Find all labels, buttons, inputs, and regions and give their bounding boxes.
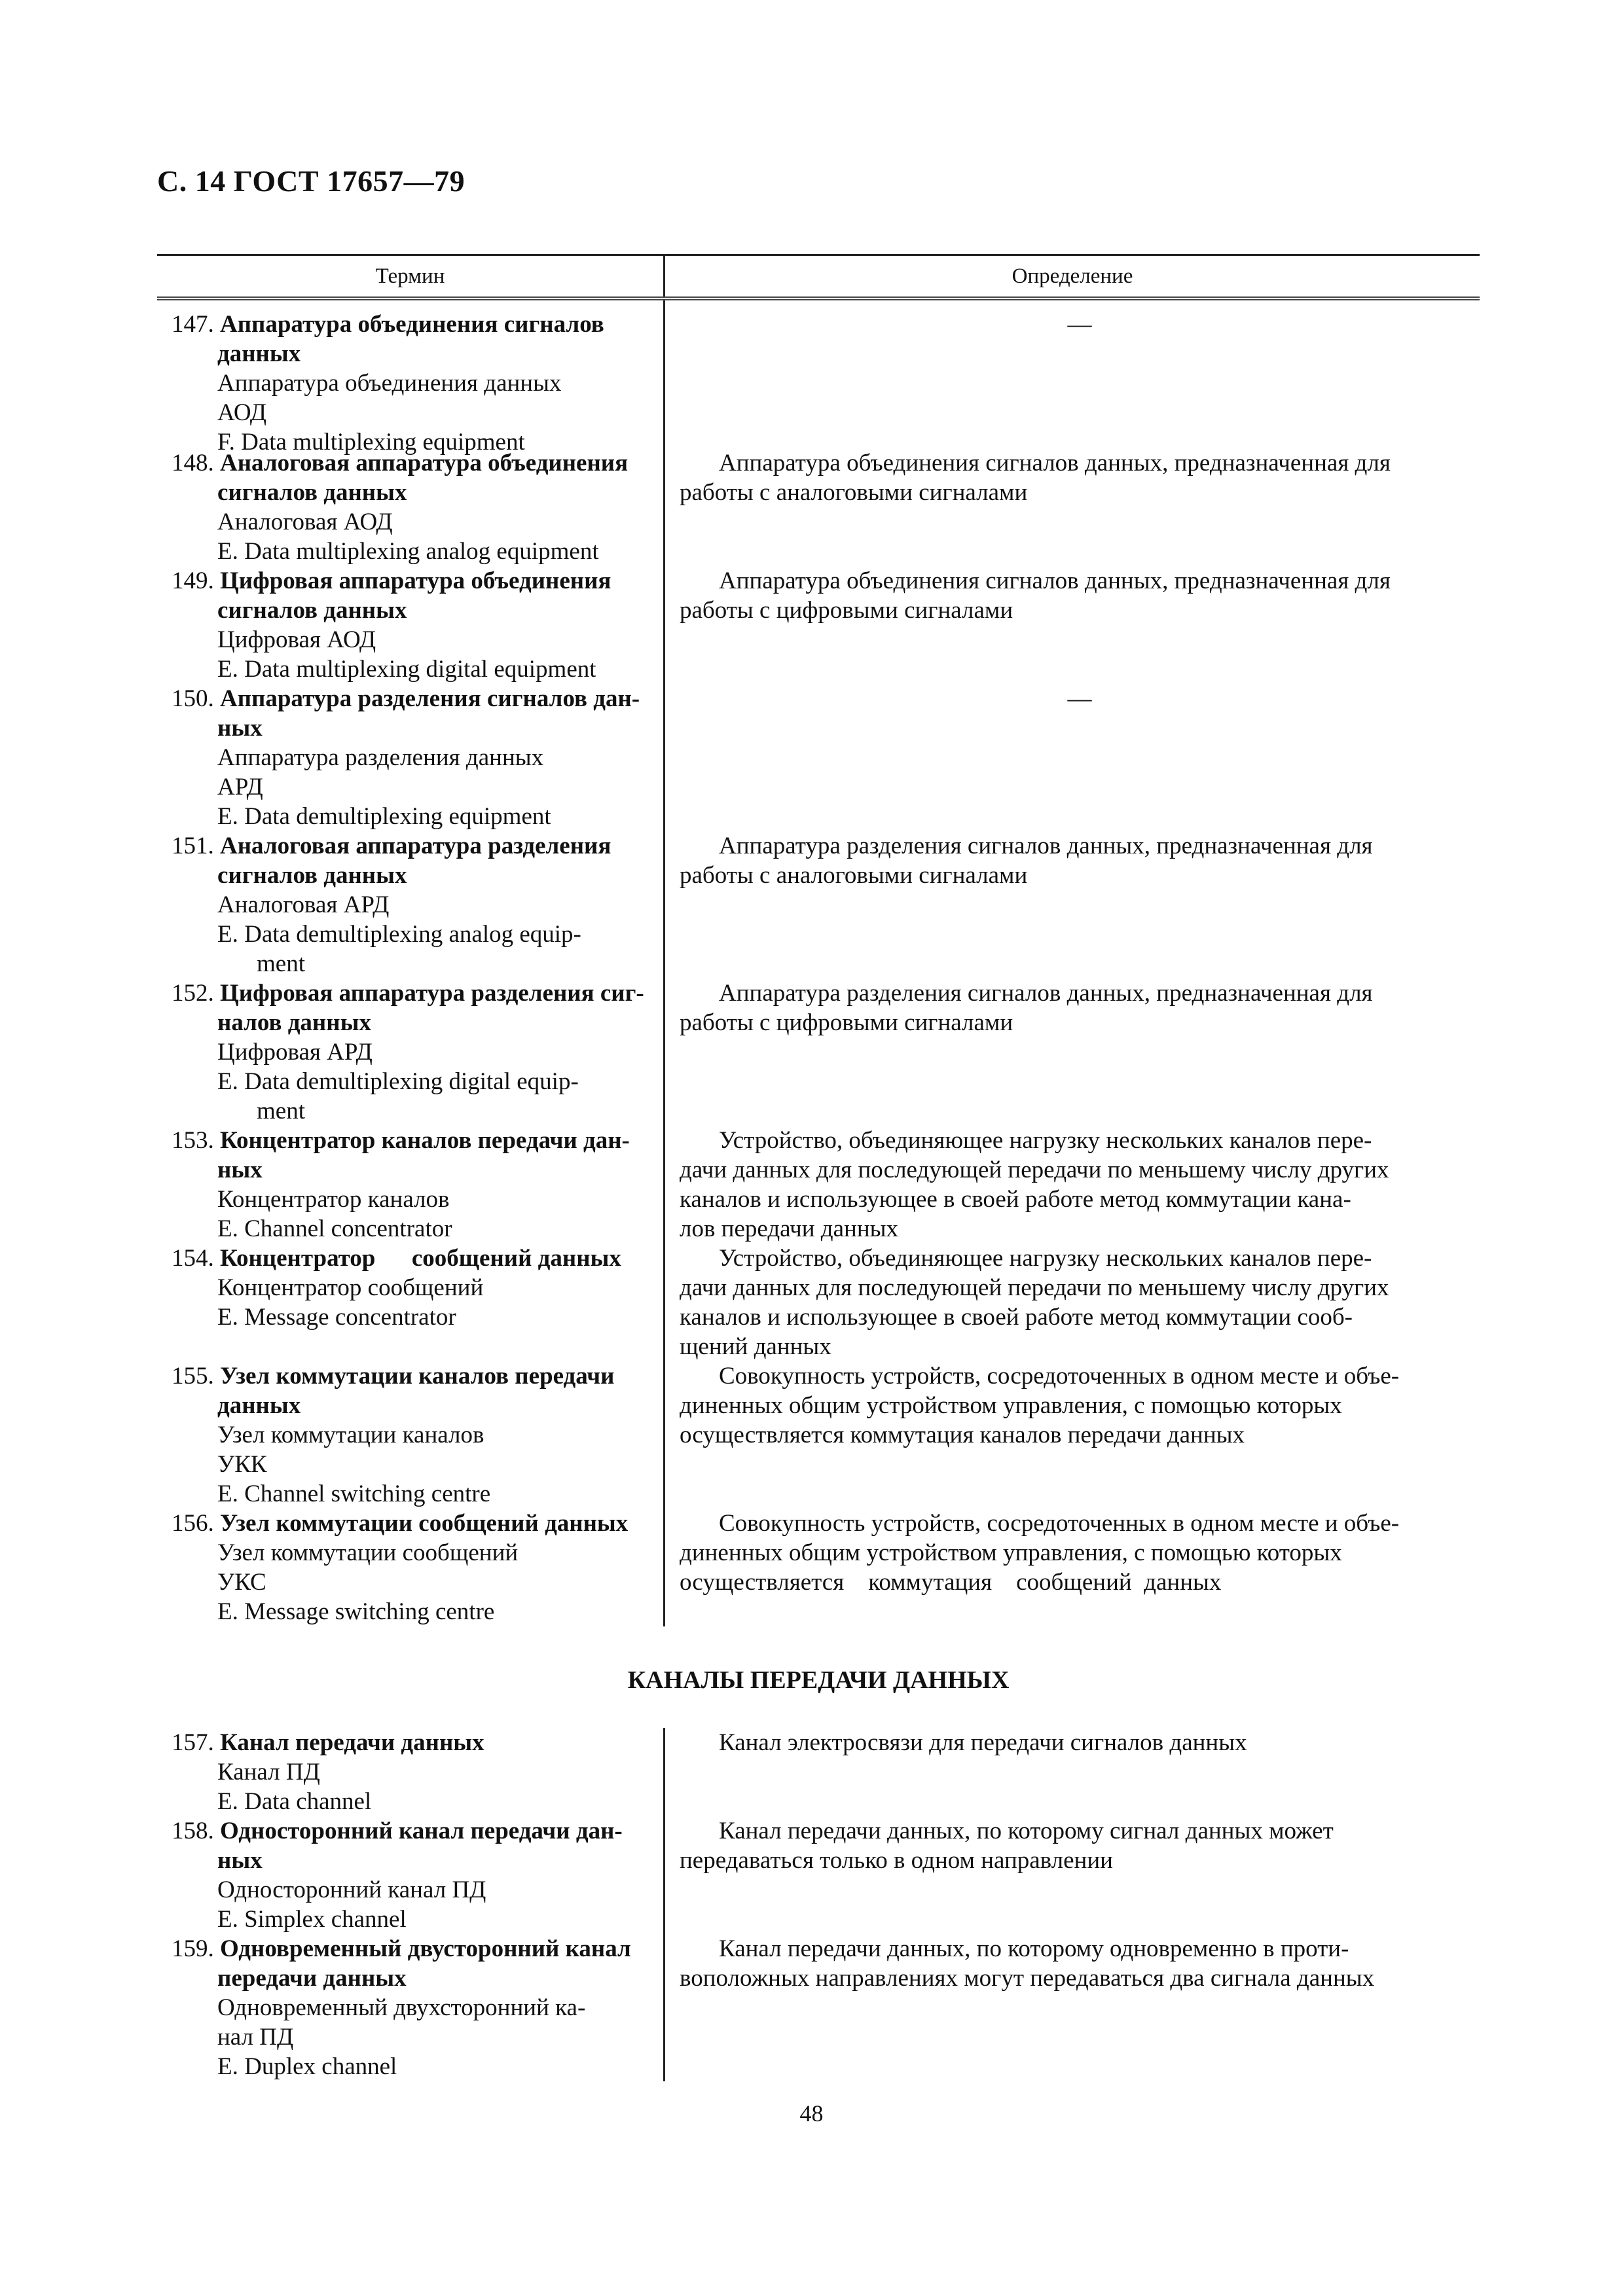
term-synonym: Односторонний канал ПД xyxy=(217,1876,486,1903)
term-foreign-cont: ment xyxy=(257,950,305,977)
term-name: Узел коммутации сообщений данных xyxy=(220,1510,629,1537)
term-synonym: Аналоговая АРД xyxy=(217,891,390,918)
table-row xyxy=(157,300,1480,456)
term-number: 150. xyxy=(172,685,214,712)
definition-text: Аппаратура объединения сигналов данных, предназначенная для xyxy=(719,567,1391,594)
definition-cell xyxy=(665,1934,1480,2081)
table-row xyxy=(157,1728,1480,1816)
definition-cell xyxy=(665,566,1480,684)
definition-dash: — xyxy=(1067,311,1092,338)
definition-text: Совокупность устройств, сосредоточенных в одном месте и объе- xyxy=(719,1510,1400,1537)
term-name-cont: передачи данных xyxy=(217,1965,407,1992)
definition-cell xyxy=(665,1244,1480,1361)
term-name-cont: ных xyxy=(217,1157,263,1183)
definition-cell xyxy=(665,1816,1480,1934)
term-number: 156. xyxy=(172,1510,214,1537)
term-number: 157. xyxy=(172,1729,214,1756)
definition-cell xyxy=(665,1361,1480,1509)
term-number: 153. xyxy=(172,1127,214,1154)
term-abbreviation: АОД xyxy=(217,399,266,426)
term-foreign: E. Channel concentrator xyxy=(217,1215,452,1242)
term-cell xyxy=(157,1934,665,2081)
term-name: Канал передачи данных xyxy=(220,1729,484,1756)
definition-text: Канал передачи данных, по которому одновременно в проти- xyxy=(719,1935,1349,1962)
terms-table-channels xyxy=(157,1728,1480,2081)
table-header xyxy=(157,254,1480,300)
definition-text: Канал передачи данных, по которому сигнал данных может xyxy=(719,1818,1334,1844)
definition-text: каналов и использующее в своей работе метод коммутации кана- xyxy=(680,1186,1351,1213)
term-synonym: Цифровая АРД xyxy=(217,1039,373,1066)
term-foreign: E. Data multiplexing analog equipment xyxy=(217,538,599,565)
term-name: Односторонний канал передачи дан- xyxy=(220,1818,623,1844)
term-cell xyxy=(157,1126,665,1244)
term-name: Цифровая аппаратура разделения сиг- xyxy=(220,980,644,1007)
term-foreign: E. Data demultiplexing analog equip- xyxy=(217,921,581,948)
term-cell xyxy=(157,684,665,831)
term-name: Аппаратура разделения сигналов дан- xyxy=(220,685,640,712)
term-cell xyxy=(157,1728,665,1816)
definition-text: Совокупность устройств, сосредоточенных в одном месте и объе- xyxy=(719,1363,1400,1390)
table-row xyxy=(157,1244,1480,1361)
definition-cell xyxy=(665,978,1480,1126)
term-foreign: E. Message concentrator xyxy=(217,1304,456,1331)
term-name: Узел коммутации каналов передачи xyxy=(220,1363,615,1390)
definition-cell xyxy=(665,1126,1480,1244)
term-name: Цифровая аппаратура объединения xyxy=(220,567,611,594)
term-abbreviation: УКС xyxy=(217,1569,266,1596)
term-cell xyxy=(157,566,665,684)
table-row xyxy=(157,1361,1480,1509)
term-name-cont: сигналов данных xyxy=(217,597,407,624)
term-number: 154. xyxy=(172,1245,214,1272)
definition-text: воположных направлениях могут передаваться два сигнала данных xyxy=(680,1965,1375,1992)
term-name-cont: сигналов данных xyxy=(217,862,407,889)
term-number: 158. xyxy=(172,1818,214,1844)
term-synonym: Аппаратура объединения данных xyxy=(217,370,562,397)
definition-text: щений данных xyxy=(680,1333,831,1360)
term-name: Аналоговая аппаратура разделения xyxy=(220,833,611,859)
term-foreign: E. Channel switching centre xyxy=(217,1480,491,1507)
term-foreign: E. Data channel xyxy=(217,1788,372,1815)
definition-cell xyxy=(665,448,1480,566)
table-row xyxy=(157,831,1480,978)
table-row xyxy=(157,978,1480,1126)
term-name: Концентратор каналов передачи дан- xyxy=(220,1127,630,1154)
term-name-cont: налов данных xyxy=(217,1009,371,1036)
term-foreign: E. Data multiplexing digital equipment xyxy=(217,656,596,683)
definition-text: Аппаратура разделения сигналов данных, предназначенная для xyxy=(719,980,1373,1007)
term-name: Аппаратура объединения сигналов xyxy=(220,311,604,338)
term-foreign: F. Data multiplexing equipment xyxy=(217,429,525,456)
term-name-cont: ных xyxy=(217,715,263,742)
term-cell xyxy=(157,1509,665,1626)
term-synonym-cont: нал ПД xyxy=(217,2024,294,2051)
term-number: 149. xyxy=(172,567,214,594)
term-name-cont: данных xyxy=(217,340,301,367)
definition-text: дачи данных для последующей передачи по меньшему числу других xyxy=(680,1274,1389,1301)
definition-text: осуществляется коммутация сообщений данных xyxy=(680,1569,1222,1596)
term-cell xyxy=(157,1816,665,1934)
term-synonym: Концентратор сообщений xyxy=(217,1274,484,1301)
table-row xyxy=(157,1934,1480,2081)
term-number: 159. xyxy=(172,1935,214,1962)
definition-text: дачи данных для последующей передачи по меньшему числу других xyxy=(680,1157,1389,1183)
term-synonym: Аналоговая АОД xyxy=(217,509,393,535)
definition-cell xyxy=(665,684,1480,831)
definition-text: Аппаратура объединения сигналов данных, предназначенная для xyxy=(719,450,1391,476)
table-row xyxy=(157,1509,1480,1626)
definition-text: осуществляется коммутация каналов передачи данных xyxy=(680,1422,1245,1448)
definition-text: работы с цифровыми сигналами xyxy=(680,1009,1013,1036)
definition-cell xyxy=(665,1509,1480,1626)
definition-text: Аппаратура разделения сигналов данных, предназначенная для xyxy=(719,833,1373,859)
term-foreign: E. Data demultiplexing equipment xyxy=(217,803,551,830)
term-cell xyxy=(157,1361,665,1509)
definition-text: работы с цифровыми сигналами xyxy=(680,597,1013,624)
table-row xyxy=(157,566,1480,684)
term-synonym: Канал ПД xyxy=(217,1759,320,1785)
term-foreign: E. Message switching centre xyxy=(217,1598,495,1625)
definition-text: работы с аналоговыми сигналами xyxy=(680,479,1028,506)
definition-text: каналов и использующее в своей работе метод коммутации сооб- xyxy=(680,1304,1353,1331)
definition-text: диненных общим устройством управления, с помощью которых xyxy=(680,1539,1342,1566)
table-row xyxy=(157,1126,1480,1244)
page-number: 48 xyxy=(799,2100,824,2126)
term-foreign: E. Data demultiplexing digital equip- xyxy=(217,1068,579,1095)
definition-text: Устройство, объединяющее нагрузку нескольких каналов пере- xyxy=(719,1245,1372,1272)
definition-cell xyxy=(665,1728,1480,1816)
term-synonym: Концентратор каналов xyxy=(217,1186,450,1213)
term-name-cont: ных xyxy=(217,1847,263,1874)
term-cell xyxy=(157,1244,665,1361)
term-cell xyxy=(157,978,665,1126)
term-number: 155. xyxy=(172,1363,214,1390)
term-name: Одновременный двусторонний канал xyxy=(220,1935,631,1962)
definition-text: Устройство, объединяющее нагрузку нескольких каналов пере- xyxy=(719,1127,1372,1154)
term-synonym: Узел коммутации каналов xyxy=(217,1422,484,1448)
term-foreign: E. Duplex channel xyxy=(217,2053,397,2080)
definition-text: лов передачи данных xyxy=(680,1215,898,1242)
table-row xyxy=(157,684,1480,831)
term-cell xyxy=(157,448,665,566)
column-header-term: Термин xyxy=(157,256,665,296)
definition-text: работы с аналоговыми сигналами xyxy=(680,862,1028,889)
table-row xyxy=(157,1816,1480,1934)
section-title: КАНАЛЫ ПЕРЕДАЧИ ДАННЫХ xyxy=(627,1666,1010,1694)
term-number: 152. xyxy=(172,980,214,1007)
definition-cell xyxy=(665,300,1480,448)
term-name-cont: данных xyxy=(217,1392,301,1419)
term-number: 148. xyxy=(172,450,214,476)
term-foreign-cont: ment xyxy=(257,1098,305,1124)
terms-table xyxy=(157,254,1480,1626)
definition-text: Канал электросвязи для передачи сигналов данных xyxy=(719,1729,1247,1756)
term-cell xyxy=(157,831,665,978)
term-synonym: Узел коммутации сообщений xyxy=(217,1539,519,1566)
term-synonym: Одновременный двухсторонний ка- xyxy=(217,1994,586,2021)
term-number: 151. xyxy=(172,833,214,859)
term-abbreviation: УКК xyxy=(217,1451,267,1478)
term-synonym: Цифровая АОД xyxy=(217,626,376,653)
page-header: С. 14 ГОСТ 17657—79 xyxy=(157,164,465,198)
term-name-cont: сигналов данных xyxy=(217,479,407,506)
term-abbreviation: АРД xyxy=(217,774,263,800)
definition-dash: — xyxy=(1067,685,1092,712)
term-name: Концентратор сообщений данных xyxy=(220,1245,621,1272)
table-row xyxy=(157,448,1480,566)
term-number: 147. xyxy=(172,311,214,338)
term-synonym: Аппаратура разделения данных xyxy=(217,744,544,771)
term-cell xyxy=(157,300,665,456)
definition-text: диненных общим устройством управления, с помощью которых xyxy=(680,1392,1342,1419)
term-foreign: E. Simplex channel xyxy=(217,1906,407,1933)
definition-text: передаваться только в одном направлении xyxy=(680,1847,1113,1874)
column-header-definition: Определение xyxy=(1012,264,1133,288)
definition-cell xyxy=(665,831,1480,978)
term-name: Аналоговая аппаратура объединения xyxy=(220,450,629,476)
